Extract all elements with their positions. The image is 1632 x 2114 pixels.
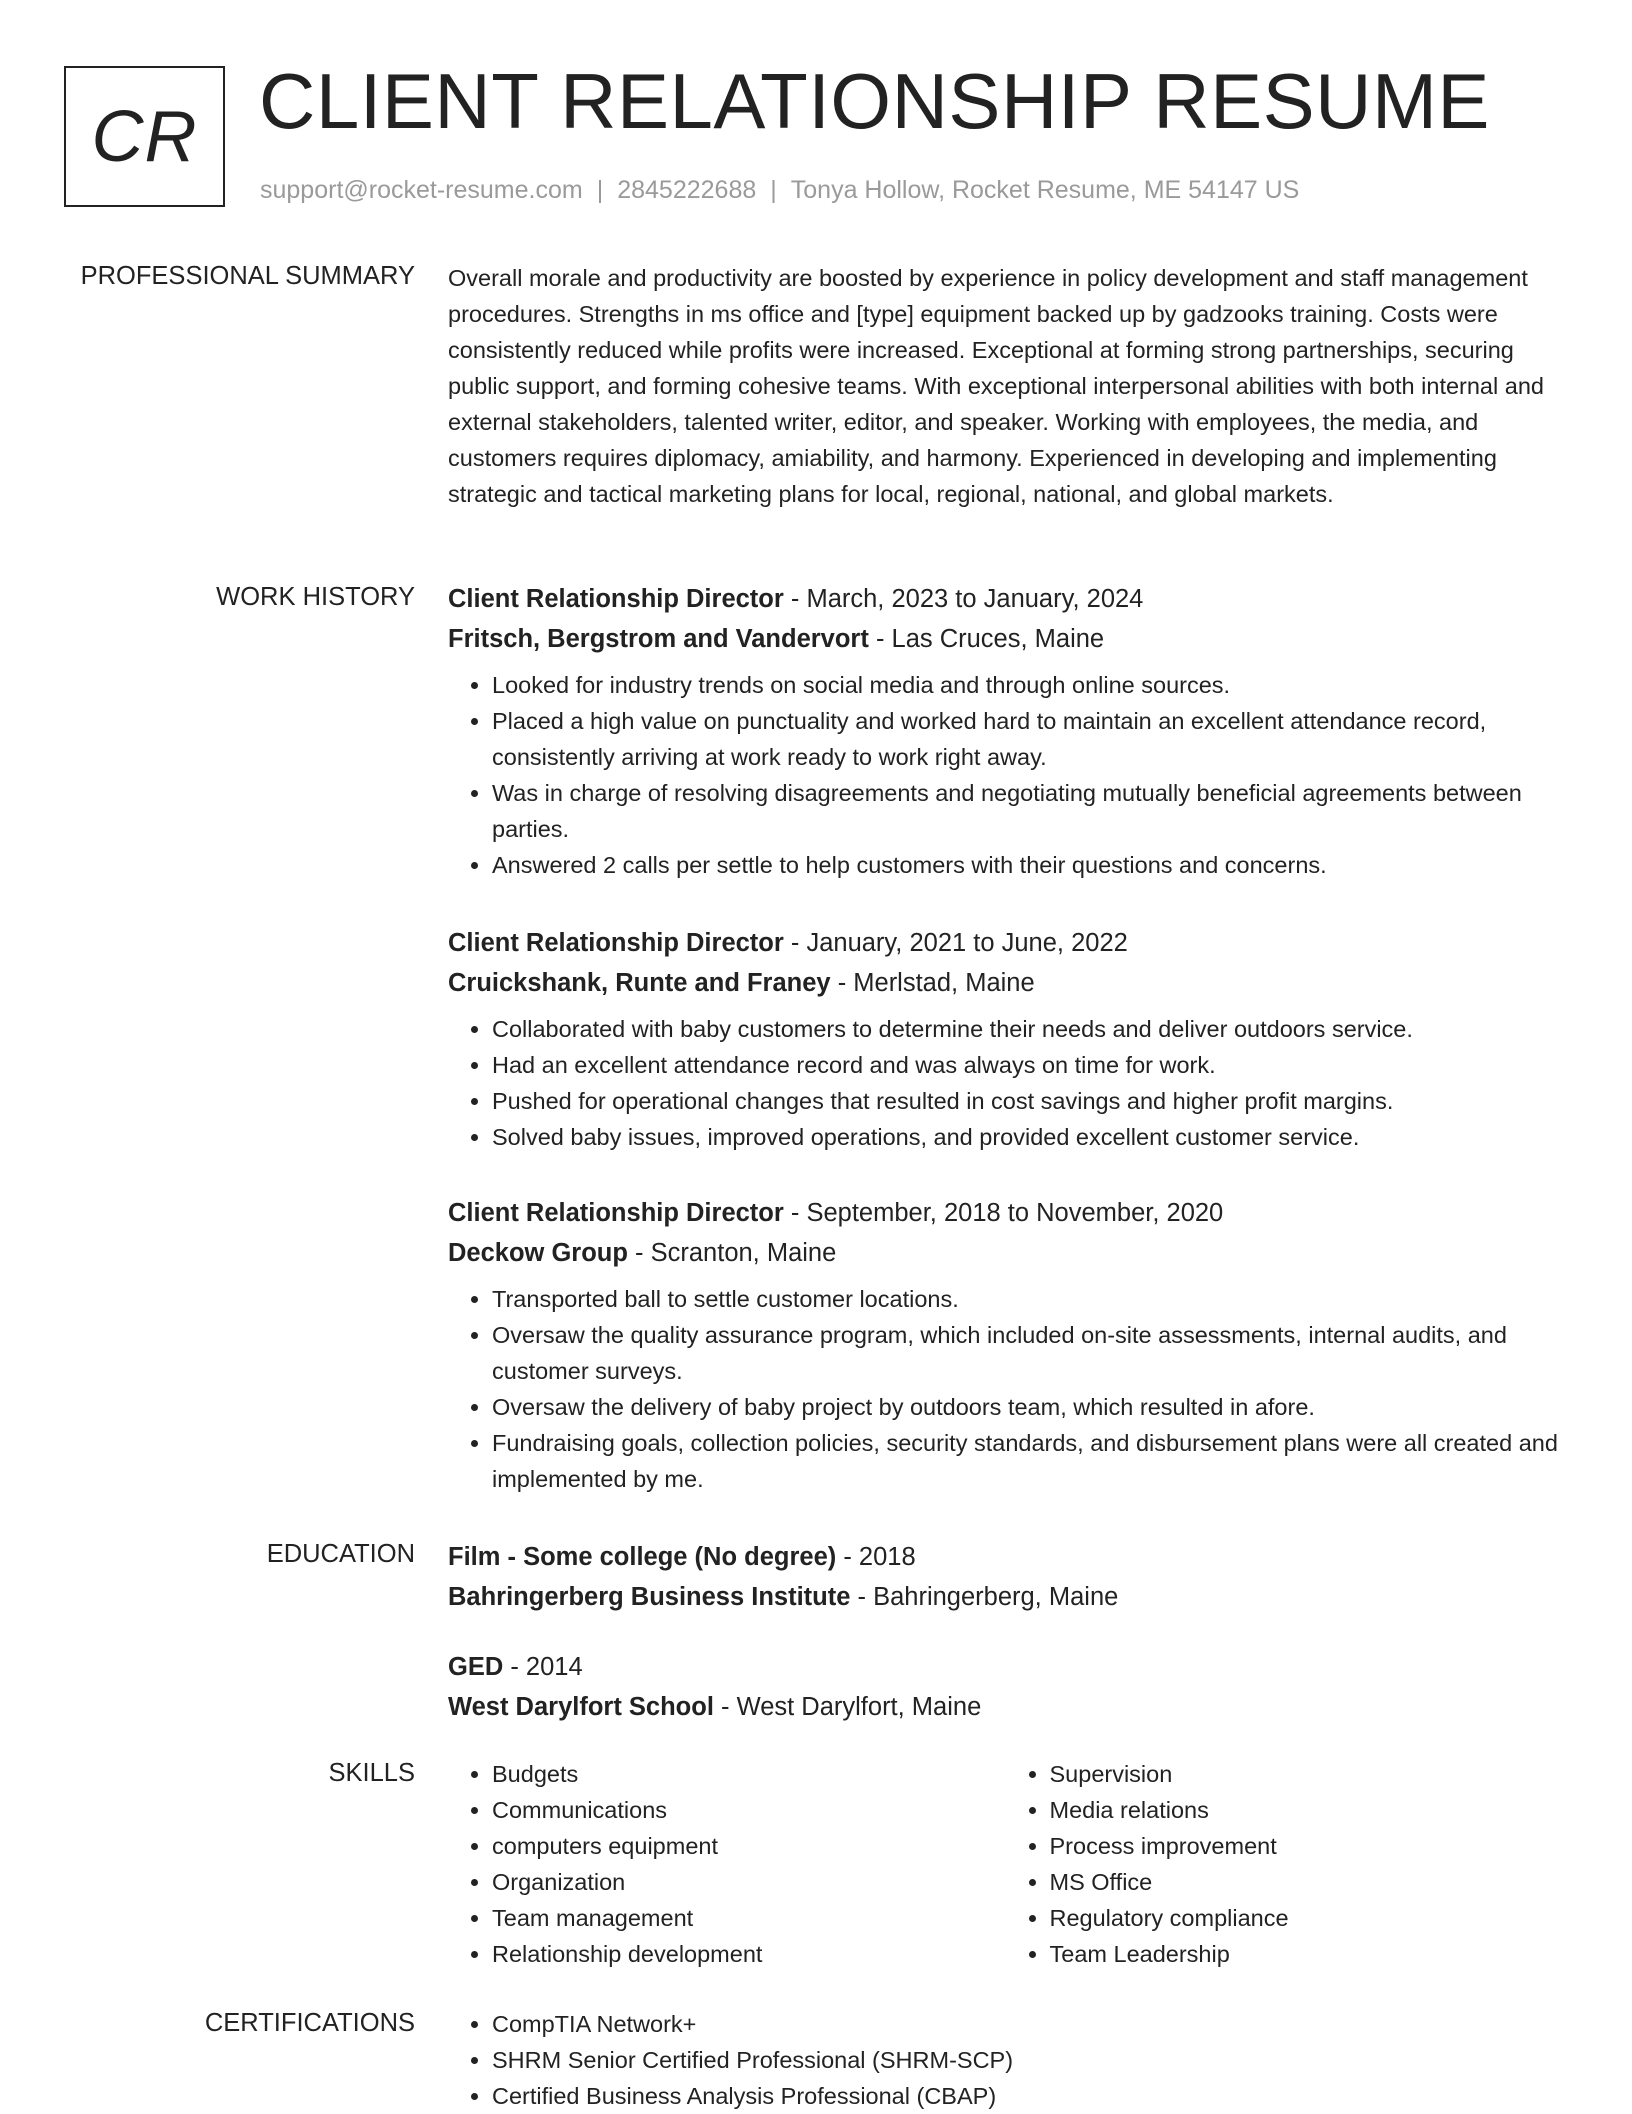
job-location: - Scranton, Maine [627, 1239, 837, 1267]
job-location: - Merlstad, Maine [830, 969, 1035, 997]
skill-item: • Relationship development [492, 1936, 1006, 1972]
skill-item: • computers equipment [492, 1828, 1006, 1864]
summary-text: Overall morale and productivity are boosted by experience in policy development and staff management procedures. Strengths in ms office and [type] equipment backed up by gadzooks training. Costs were consistently reduced while profits were increased. Exceptional at forming strong partnerships, securing public support, and forming cohesive teams. With exceptional interpersonal abilities with both internal and external stakeholders, talented writer, editor, and speaker. Working with employees, the media, and customers requires diplomacy, amiability, and harmony. Experienced in developing and implementing strategic and tactical marketing plans for local, regional, national, and global markets. [448, 265, 1544, 507]
page-title: CLIENT RELATIONSHIP RESUME [259, 57, 1490, 145]
skills-list-right [1006, 1756, 1564, 1972]
education-school: Bahringerberg Business Institute [448, 1583, 851, 1611]
job-company: Fritsch, Bergstrom and Vandervort [448, 625, 869, 653]
job-title-line [448, 923, 1563, 963]
list-item: • Solved baby issues, improved operations, and provided excellent customer service. [492, 1119, 1563, 1155]
summary-section [448, 260, 1566, 512]
skills-list-left [448, 1756, 1006, 1972]
job-company-line [448, 1233, 1563, 1273]
certification-item: • CompTIA Network+ [492, 2006, 1563, 2042]
list-item: • Answered 2 calls per settle to help customers with their questions and concerns. [492, 847, 1563, 883]
list-item: • Had an excellent attendance record and was always on time for work. [492, 1047, 1563, 1083]
contact-phone: 2845222688 [617, 176, 757, 204]
job-company-line [448, 963, 1563, 1003]
job-entry [448, 1193, 1563, 1497]
contact-line [260, 176, 1299, 205]
education-school-line [448, 1687, 1563, 1727]
job-title: Client Relationship Director [448, 929, 784, 957]
skills-section [448, 1756, 1563, 1972]
education-school: West Darylfort School [448, 1693, 714, 1721]
job-title-line [448, 1193, 1563, 1233]
job-entry [448, 923, 1563, 1155]
education-year: - 2014 [503, 1653, 583, 1681]
skills-columns [448, 1756, 1563, 1972]
education-degree-line [448, 1647, 1563, 1687]
skill-item: • MS Office [1050, 1864, 1564, 1900]
job-location: - Las Cruces, Maine [868, 625, 1105, 653]
skill-item: • Team management [492, 1900, 1006, 1936]
certifications-list [448, 2006, 1563, 2114]
job-title: Client Relationship Director [448, 585, 784, 613]
job-entry [448, 579, 1563, 883]
education-school-line [448, 1577, 1563, 1617]
section-label-skills: SKILLS [328, 1759, 415, 1787]
job-company: Deckow Group [448, 1239, 628, 1267]
list-item: • Transported ball to settle customer locations. [492, 1281, 1563, 1317]
section-label-summary: PROFESSIONAL SUMMARY [80, 262, 415, 290]
section-label-certifications: CERTIFICATIONS [204, 2009, 415, 2037]
contact-separator: | [770, 176, 777, 204]
education-location: - West Darylfort, Maine [713, 1693, 982, 1721]
list-item: • Oversaw the delivery of baby project by outdoors team, which resulted in afore. [492, 1389, 1563, 1425]
list-item: • Was in charge of resolving disagreements and negotiating mutually beneficial agreements between parties. [492, 775, 1563, 847]
certifications-section [448, 2006, 1563, 2114]
job-title-line [448, 579, 1563, 619]
education-degree: Film - Some college (No degree) [448, 1543, 837, 1571]
education-entry [448, 1647, 1563, 1727]
certification-item: • Certified Business Analysis Professional (CBAP) [492, 2078, 1563, 2114]
education-entry [448, 1537, 1563, 1617]
section-label-education: EDUCATION [266, 1540, 415, 1568]
skill-item: • Supervision [1050, 1756, 1564, 1792]
education-location: - Bahringerberg, Maine [850, 1583, 1119, 1611]
skill-item: • Media relations [1050, 1792, 1564, 1828]
certification-item: • SHRM Senior Certified Professional (SHRM-SCP) [492, 2042, 1563, 2078]
skill-item: • Budgets [492, 1756, 1006, 1792]
list-item: • Placed a high value on punctuality and worked hard to maintain an excellent attendance record, consistently arriving at work ready to work right away. [492, 703, 1563, 775]
job-dates: - January, 2021 to June, 2022 [783, 929, 1128, 957]
skill-item: • Process improvement [1050, 1828, 1564, 1864]
contact-separator: | [596, 176, 604, 204]
skill-item: • Organization [492, 1864, 1006, 1900]
education-year: - 2018 [836, 1543, 916, 1571]
monogram-logo: CR [64, 66, 225, 207]
job-company-line [448, 619, 1563, 659]
section-label-work-history: WORK HISTORY [216, 583, 415, 611]
skill-item: • Regulatory compliance [1050, 1900, 1564, 1936]
list-item: • Looked for industry trends on social media and through online sources. [492, 667, 1563, 703]
list-item: • Oversaw the quality assurance program, which included on-site assessments, internal audits, and customer surveys. [492, 1317, 1563, 1389]
skill-item: • Communications [492, 1792, 1006, 1828]
list-item: • Pushed for operational changes that resulted in cost savings and higher profit margins. [492, 1083, 1563, 1119]
skill-item: • Team Leadership [1050, 1936, 1564, 1972]
job-company: Cruickshank, Runte and Franey [448, 969, 831, 997]
job-bullets [448, 1011, 1563, 1155]
education-degree-line [448, 1537, 1563, 1577]
list-item: • Fundraising goals, collection policies, security standards, and disbursement plans were all created and implemented by me. [492, 1425, 1563, 1497]
job-dates: - September, 2018 to November, 2020 [783, 1199, 1224, 1227]
contact-email[interactable]: support@rocket-resume.com [260, 176, 583, 204]
education-degree: GED [448, 1653, 504, 1681]
contact-address: Tonya Hollow, Rocket Resume, ME 54147 US [790, 176, 1300, 204]
job-title: Client Relationship Director [448, 1199, 784, 1227]
job-bullets [448, 1281, 1563, 1497]
list-item: • Collaborated with baby customers to determine their needs and deliver outdoors service. [492, 1011, 1563, 1047]
job-bullets [448, 667, 1563, 883]
job-dates: - March, 2023 to January, 2024 [783, 585, 1144, 613]
